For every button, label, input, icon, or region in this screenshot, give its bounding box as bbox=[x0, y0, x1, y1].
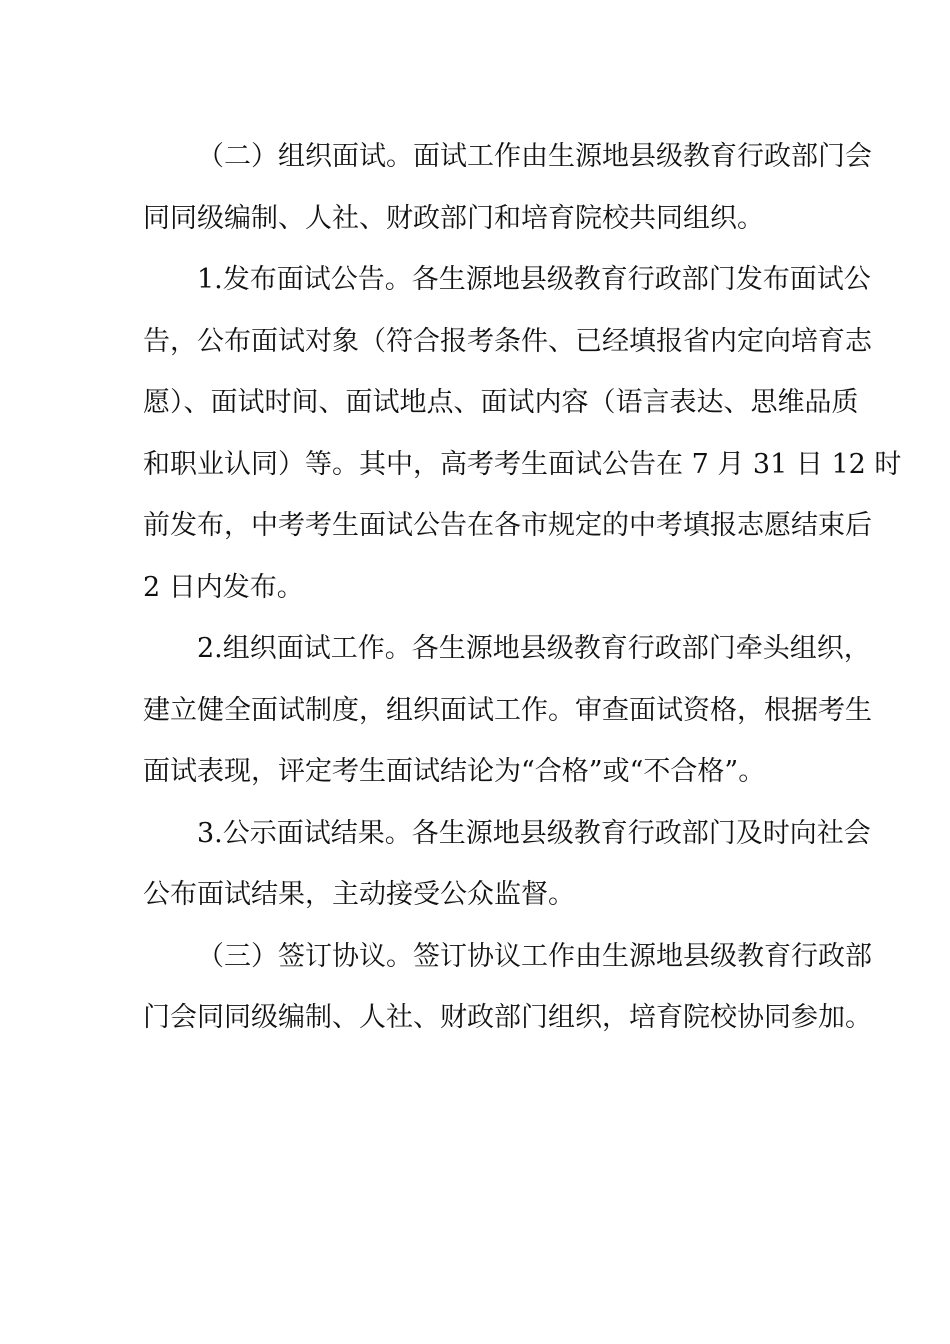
body-text-line: 告，公布面试对象（符合报考条件、已经填报省内定向培育志 bbox=[143, 325, 872, 357]
numbered-item-3: 3.公示面试结果。各生源地县级教育行政部门及时向社会 bbox=[197, 817, 871, 849]
body-text-line: 前发布，中考考生面试公告在各市规定的中考填报志愿结束后 bbox=[143, 510, 872, 541]
body-text-line: 门会同同级编制、人社、财政部门组织，培育院校协同参加。 bbox=[143, 1002, 872, 1033]
section-heading-agreement: （三）签订协议。签订协议工作由生源地县级教育行政部 bbox=[197, 940, 872, 972]
numbered-item-1: 1.发布面试公告。各生源地县级教育行政部门发布面试公 bbox=[197, 264, 871, 295]
body-text-line: 面试表现，评定考生面试结论为“合格”或“不合格”。 bbox=[143, 756, 766, 787]
body-text-line: 公布面试结果，主动接受公众监督。 bbox=[143, 879, 575, 910]
body-text-line: 同同级编制、人社、财政部门和培育院校共同组织。 bbox=[143, 202, 764, 234]
body-text-line: 2 日内发布。 bbox=[143, 571, 304, 603]
body-text-line: 建立健全面试制度，组织面试工作。审查面试资格，根据考生 bbox=[143, 694, 872, 726]
body-text-line: 和职业认同）等。其中，高考考生面试公告在 7 月 31 日 12 时 bbox=[143, 448, 902, 480]
numbered-item-2: 2.组织面试工作。各生源地县级教育行政部门牵头组织， bbox=[197, 633, 871, 664]
document-body bbox=[143, 126, 902, 1049]
body-text-line: 愿）、面试时间、面试地点、面试内容（语言表达、思维品质 bbox=[143, 387, 859, 418]
section-heading-interview: （二）组织面试。面试工作由生源地县级教育行政部门会 bbox=[197, 141, 872, 172]
